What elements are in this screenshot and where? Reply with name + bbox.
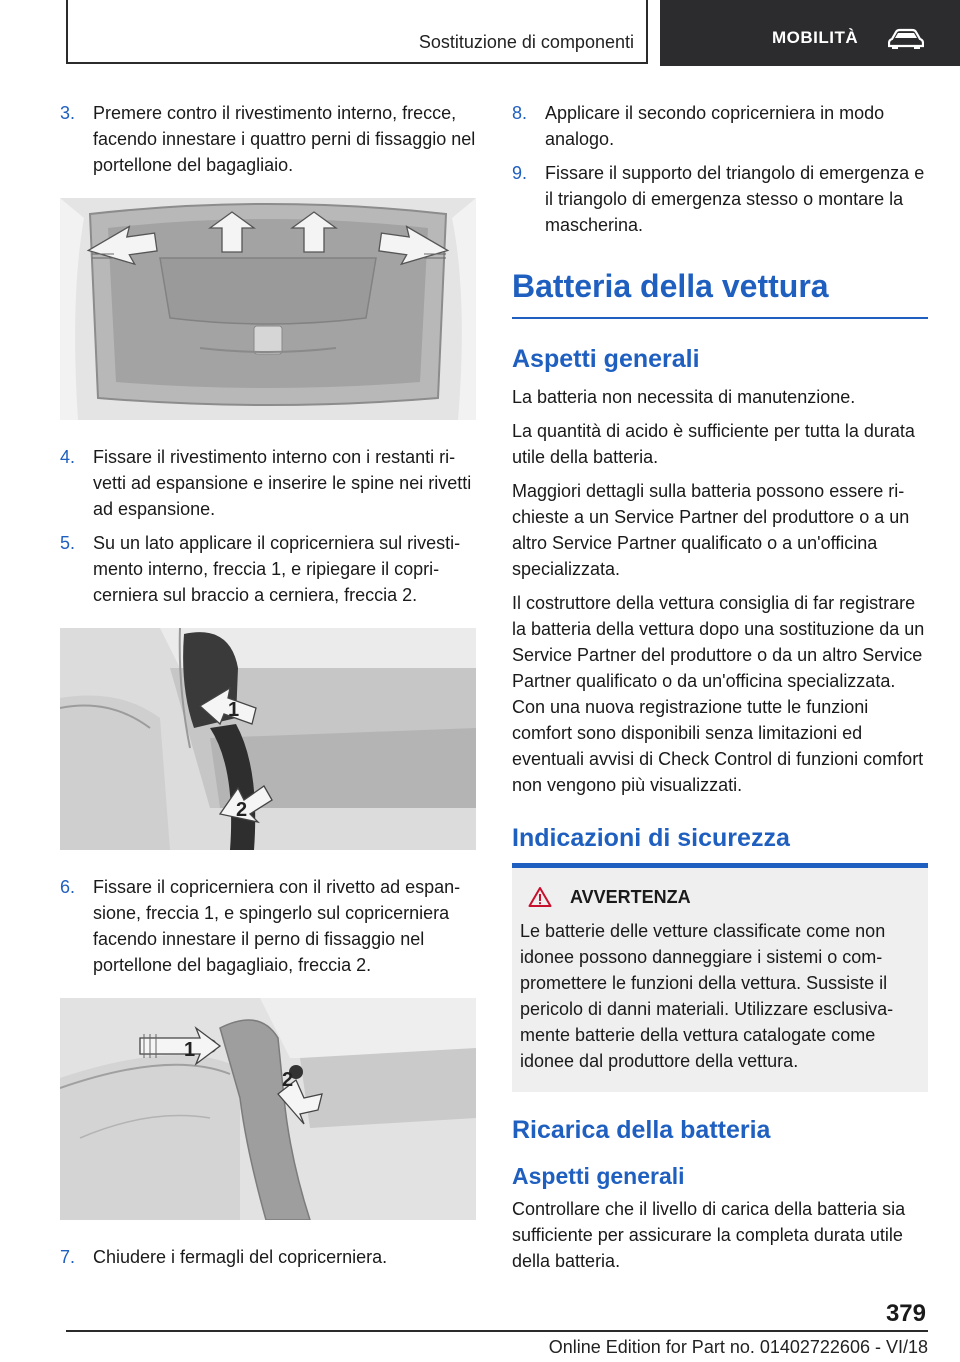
step-number: 7. (60, 1247, 76, 1267)
step-number: 5. (60, 533, 76, 553)
section-heading-battery: Batteria della vettura (512, 268, 928, 319)
step-text: Fissare il copricerniera con il rivetto ad espansione, freccia 1, e spingerlo sul copricerniera facendo innestare il perno di fissaggio nel portellone del bagagliaio, freccia 2. (93, 877, 461, 975)
page-footer (0, 1300, 960, 1362)
step-item (60, 100, 478, 178)
step-item (60, 1244, 478, 1270)
step-text: Premere contro il rivestimento interno, frecce, facendo innestare i quattro perni di fissaggio nel portellone del bagagliaio. (93, 103, 476, 175)
subheading-general: Aspetti generali (512, 345, 700, 373)
body-paragraph: La quantità di acido è sufficiente per tutta la durata utile della batteria. (512, 421, 915, 467)
step-number: 3. (60, 103, 76, 123)
step-number: 6. (60, 877, 76, 897)
body-paragraph: Maggiori dettagli sulla batteria possono essere richieste a un Service Partner del produttore o a un altro Service Partner qualificato o a un'officina specializzata. (512, 481, 910, 579)
section-title: Sostituzione di componenti (418, 32, 634, 52)
warning-box (512, 863, 928, 1092)
warning-title: AVVERTENZA (570, 886, 691, 907)
step-item (60, 530, 478, 608)
figure-trunk-lid-trim (60, 198, 476, 420)
figure-label: 2 (282, 1069, 294, 1091)
step-text: Chiudere i fermagli del copricerniera. (93, 1247, 388, 1267)
body-paragraph: Il costruttore della vettura consiglia di far registrare la batteria della vettura dopo una sostituzione da un Service Partner del produttore o da un altro Service Partner qualificato o da un'officina specializzata. Con una nuova registrazione tutte le funzioni comfort sono disponibili senza limitazioni ed eventuali avvisi di Check Control di funzioni comfort non vengono più visualizzati. (512, 593, 925, 795)
step-item (60, 874, 478, 978)
page-header (0, 0, 960, 66)
step-text: Applicare il secondo copricerniera in modo analogo. (545, 103, 885, 149)
trunk-lid-illustration (60, 198, 476, 420)
body-paragraph: Controllare che il livello di carica della batteria sia sufficiente per assicurare la completa durata utile della batteria. (512, 1199, 906, 1271)
warning-header (528, 886, 918, 908)
right-column (512, 100, 928, 1282)
figure-hinge-cover (60, 628, 476, 850)
figure-expansion-rivet (60, 998, 476, 1220)
figure-label: 1 (228, 699, 240, 721)
chapter-title: MOBILITÀ (772, 28, 859, 47)
step-text: Su un lato applicare il copricerniera sul rivestimento interno, freccia 1, e ripiegare il copricerniera sul braccio a cerniera, freccia 2. (93, 533, 461, 605)
step-item (512, 100, 928, 152)
step-item (60, 444, 478, 522)
expansion-rivet-illustration (60, 998, 476, 1220)
page-number: 379 (885, 1300, 926, 1327)
figure-label: 1 (184, 1039, 196, 1061)
subheading-charging-general: Aspetti generali (512, 1163, 685, 1189)
step-number: 4. (60, 447, 76, 467)
body-paragraph: La batteria non necessita di manutenzione. (512, 387, 856, 407)
section-tab (66, 0, 648, 64)
step-text: Fissare il supporto del triangolo di emergenza e il triangolo di emergenza stesso o montare la mascherina. (545, 163, 925, 235)
edition-text: Online Edition for Part no. 01402722606 - VI/18 (548, 1337, 928, 1357)
step-number: 9. (512, 163, 528, 183)
warning-text: Le batterie delle vetture classificate come non idonee possono danneggiare i sistemi o compromettere le funzioni della vettura. Sussiste il pericolo di danni materiali. Utilizzare esclusivamente batterie della vettura catalogate come idonee dal produttore della vettura. (520, 921, 894, 1071)
hinge-cover-illustration (60, 628, 476, 850)
step-number: 8. (512, 103, 528, 123)
chapter-tab (660, 0, 960, 66)
car-icon (888, 28, 924, 50)
step-text: Fissare il rivestimento interno con i restanti rivetti ad espansione e inserire le spine nei rivetti ad espansione. (93, 447, 472, 519)
step-item (512, 160, 928, 238)
subheading-safety: Indicazioni di sicurezza (512, 824, 790, 852)
figure-label: 2 (236, 799, 248, 821)
warning-triangle-icon (528, 886, 552, 908)
left-column (60, 100, 478, 1278)
subheading-charging: Ricarica della batteria (512, 1116, 771, 1144)
